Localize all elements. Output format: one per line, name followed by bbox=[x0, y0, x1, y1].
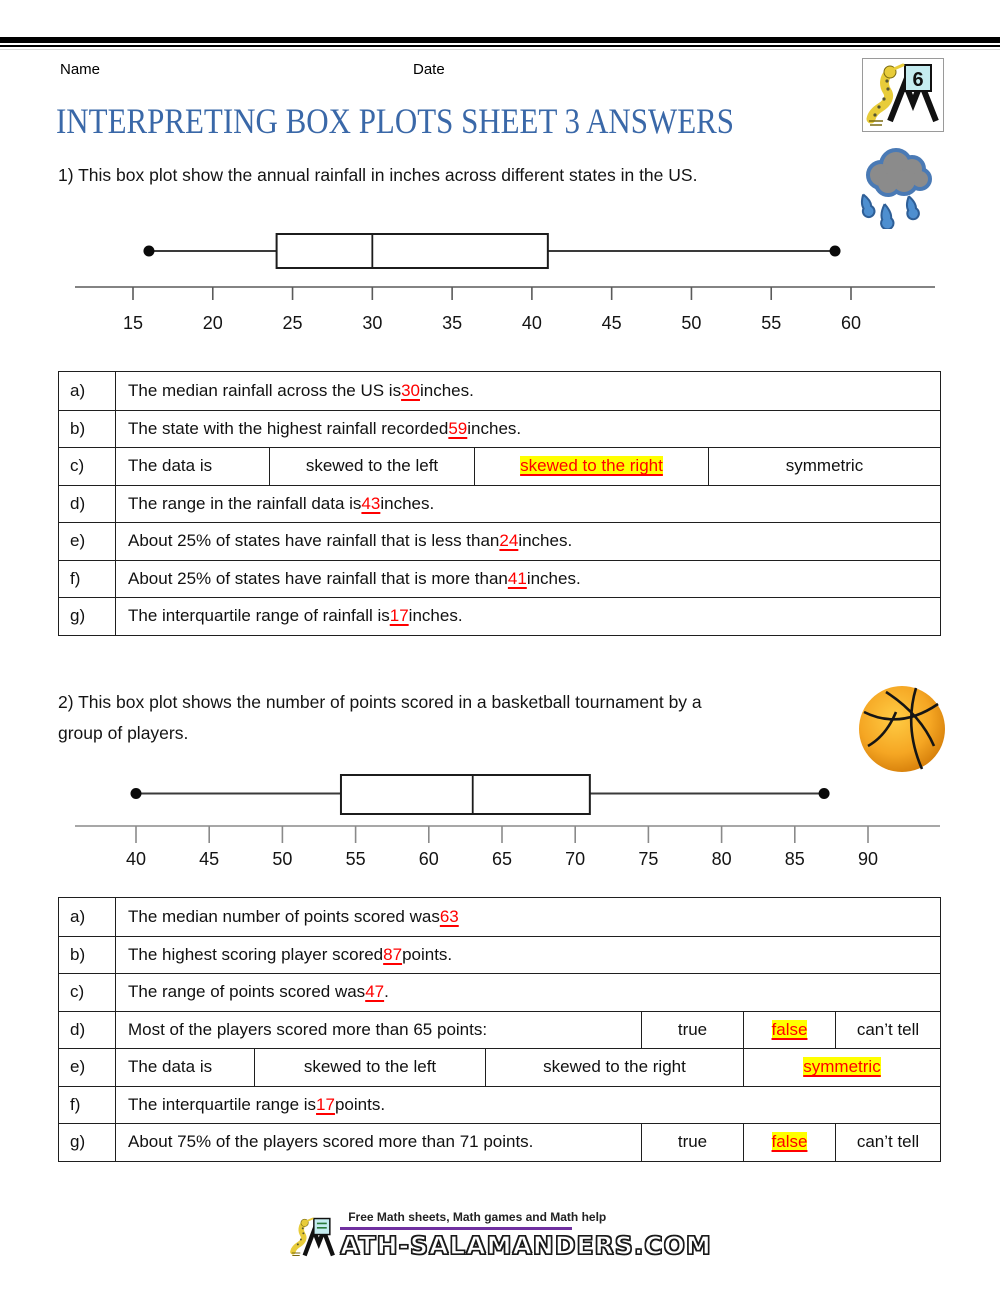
date-label: Date bbox=[413, 61, 445, 78]
statement-text: skewed to the left bbox=[305, 456, 439, 476]
statement-cell bbox=[116, 1049, 254, 1086]
option-cell bbox=[269, 448, 474, 485]
name-label: Name bbox=[60, 61, 101, 78]
option-cell bbox=[835, 1012, 940, 1049]
table-row bbox=[59, 410, 940, 448]
axis-tick-label: 90 bbox=[857, 849, 879, 869]
statement-cell bbox=[116, 486, 940, 523]
axis-tick-label: 55 bbox=[761, 313, 782, 333]
row-label: a) bbox=[59, 898, 116, 936]
statement-text: About 25% of states have rainfall that is less than bbox=[128, 531, 500, 551]
box-plot-rainfall bbox=[0, 225, 1000, 340]
statement-text: inches. bbox=[467, 418, 522, 438]
statement-text: symmetric bbox=[785, 456, 864, 476]
row-label: f) bbox=[59, 561, 116, 598]
page-title: INTERPRETING BOX PLOTS SHEET 3 ANSWERS bbox=[56, 101, 735, 141]
axis-tick-label: 50 bbox=[272, 849, 293, 869]
axis-tick-label: 60 bbox=[840, 313, 862, 333]
row-label: a) bbox=[59, 372, 116, 410]
box-plot-basketball bbox=[0, 758, 1000, 873]
statement-text: About 75% of the players scored more than 71 points. bbox=[128, 1132, 534, 1152]
axis-tick-label: 15 bbox=[122, 313, 144, 333]
axis-tick-label: 70 bbox=[565, 849, 586, 869]
statement-cell bbox=[116, 1087, 940, 1124]
statement-cell bbox=[116, 937, 940, 974]
statement-text: The range of points scored was bbox=[128, 982, 366, 1002]
footer-site-name: ATH-SALAMANDERS.COM bbox=[340, 1231, 712, 1260]
option-cell bbox=[743, 1012, 835, 1049]
statement-text: true bbox=[677, 1132, 708, 1152]
statement-text: The state with the highest rainfall recorded bbox=[128, 418, 449, 438]
table-row bbox=[59, 597, 940, 635]
row-label: b) bbox=[59, 937, 116, 974]
option-cell bbox=[708, 448, 940, 485]
option-cell bbox=[641, 1124, 743, 1161]
axis-tick-label: 85 bbox=[784, 849, 805, 869]
statement-text: The highest scoring player scored bbox=[128, 944, 384, 964]
answer-text: 17 bbox=[389, 606, 409, 626]
question-2-line1: 2) This box plot shows the number of points scored in a basketball tournament by a bbox=[58, 692, 702, 712]
statement-cell bbox=[116, 372, 940, 410]
statement-text: skewed to the right bbox=[543, 1057, 686, 1077]
answers-table-1 bbox=[58, 371, 941, 636]
statement-text: inches. bbox=[526, 568, 581, 588]
option-cell bbox=[474, 448, 708, 485]
answer-text: false bbox=[771, 1019, 808, 1039]
table-row bbox=[59, 522, 940, 560]
statement-cell bbox=[116, 1124, 641, 1161]
axis-tick-label: 45 bbox=[199, 849, 220, 869]
answers-table-2 bbox=[58, 897, 941, 1162]
axis-tick-label: 75 bbox=[638, 849, 659, 869]
statement-text: The range in the rainfall data is bbox=[128, 493, 362, 513]
statement-text: The data is bbox=[128, 1057, 213, 1077]
option-cell bbox=[743, 1124, 835, 1161]
axis-tick-label: 80 bbox=[711, 849, 732, 869]
top-rule-faint bbox=[0, 49, 1000, 50]
statement-text: inches. bbox=[380, 493, 435, 513]
question-2-line2: group of players. bbox=[58, 723, 189, 743]
statement-text: inches. bbox=[518, 531, 573, 551]
answer-text: 47 bbox=[365, 982, 385, 1002]
option-cell bbox=[641, 1012, 743, 1049]
row-label: b) bbox=[59, 411, 116, 448]
axis-tick-label: 50 bbox=[681, 313, 702, 333]
axis-tick-label: 30 bbox=[362, 313, 383, 333]
statement-cell bbox=[116, 448, 269, 485]
salamander-badge bbox=[862, 58, 944, 132]
salamander-easel-icon bbox=[863, 59, 941, 129]
footer-divider bbox=[340, 1227, 572, 1230]
answer-text: 17 bbox=[316, 1094, 335, 1114]
statement-text: The median rainfall across the US is bbox=[128, 380, 402, 400]
footer-tagline: Free Math sheets, Math games and Math help bbox=[348, 1210, 607, 1224]
statement-cell bbox=[116, 561, 940, 598]
table-row bbox=[59, 447, 940, 485]
row-label: d) bbox=[59, 1012, 116, 1049]
statement-text: can’t tell bbox=[856, 1132, 920, 1152]
answer-text: 87 bbox=[383, 944, 403, 964]
top-rule-thin bbox=[0, 45, 1000, 47]
row-label: d) bbox=[59, 486, 116, 523]
axis-tick-label: 65 bbox=[491, 849, 513, 869]
table-row bbox=[59, 973, 940, 1011]
statement-text: inches. bbox=[419, 380, 474, 400]
answer-text: 63 bbox=[439, 906, 459, 926]
top-rule-thick bbox=[0, 37, 1000, 43]
table-row bbox=[59, 1086, 940, 1124]
statement-cell bbox=[116, 974, 940, 1011]
footer-salamander-logo-icon bbox=[288, 1210, 336, 1264]
statement-text: . bbox=[384, 982, 389, 1002]
row-label: g) bbox=[59, 598, 116, 635]
table-row bbox=[59, 485, 940, 523]
statement-text: The interquartile range is bbox=[128, 1094, 317, 1114]
answer-text: skewed to the right bbox=[520, 456, 663, 476]
table-row bbox=[59, 1123, 940, 1161]
question-2-text bbox=[58, 687, 868, 749]
statement-text: About 25% of states have rainfall that is more than bbox=[128, 568, 508, 588]
axis-tick-label: 45 bbox=[601, 313, 622, 333]
row-label: c) bbox=[59, 974, 116, 1011]
question-1-text: 1) This box plot show the annual rainfall in inches across different states in the US. bbox=[58, 165, 698, 185]
table-row bbox=[59, 560, 940, 598]
statement-text: can’t tell bbox=[856, 1019, 920, 1039]
answer-text: symmetric bbox=[803, 1057, 881, 1077]
footer bbox=[0, 1210, 1000, 1264]
statement-cell bbox=[116, 1012, 641, 1049]
answer-text: 43 bbox=[361, 493, 381, 513]
answer-text: 24 bbox=[499, 531, 519, 551]
answer-text: 30 bbox=[401, 380, 420, 400]
table-row bbox=[59, 372, 940, 410]
row-label: f) bbox=[59, 1087, 116, 1124]
statement-cell bbox=[116, 898, 940, 936]
statement-text: points. bbox=[402, 944, 453, 964]
row-label: e) bbox=[59, 1049, 116, 1086]
statement-text: The interquartile range of rainfall is bbox=[128, 606, 390, 626]
axis-tick-label: 40 bbox=[125, 849, 147, 869]
axis-tick-label: 55 bbox=[345, 849, 366, 869]
axis-tick-label: 40 bbox=[521, 313, 542, 333]
statement-text: points. bbox=[334, 1094, 386, 1114]
answer-text: 59 bbox=[448, 418, 468, 438]
answer-text: 41 bbox=[507, 568, 527, 588]
rain-cloud-icon bbox=[848, 143, 942, 229]
statement-text: The data is bbox=[128, 456, 213, 476]
option-cell bbox=[254, 1049, 485, 1086]
option-cell bbox=[485, 1049, 743, 1086]
row-label: e) bbox=[59, 523, 116, 560]
table-row bbox=[59, 898, 940, 936]
statement-text: true bbox=[677, 1019, 708, 1039]
statement-cell bbox=[116, 411, 940, 448]
statement-text: Most of the players scored more than 65 points: bbox=[128, 1019, 488, 1039]
table-row bbox=[59, 936, 940, 974]
option-cell bbox=[835, 1124, 940, 1161]
table-row bbox=[59, 1011, 940, 1049]
statement-cell bbox=[116, 598, 940, 635]
statement-text: skewed to the left bbox=[303, 1057, 437, 1077]
axis-tick-label: 35 bbox=[442, 313, 463, 333]
answer-text: false bbox=[771, 1132, 808, 1152]
badge-number: 6 bbox=[912, 69, 924, 91]
statement-text: inches. bbox=[408, 606, 463, 626]
option-cell bbox=[743, 1049, 940, 1086]
axis-tick-label: 20 bbox=[202, 313, 223, 333]
table-row bbox=[59, 1048, 940, 1086]
statement-text: The median number of points scored was bbox=[128, 906, 440, 926]
axis-tick-label: 25 bbox=[282, 313, 303, 333]
row-label: c) bbox=[59, 448, 116, 485]
statement-cell bbox=[116, 523, 940, 560]
row-label: g) bbox=[59, 1124, 116, 1161]
axis-tick-label: 60 bbox=[418, 849, 439, 869]
